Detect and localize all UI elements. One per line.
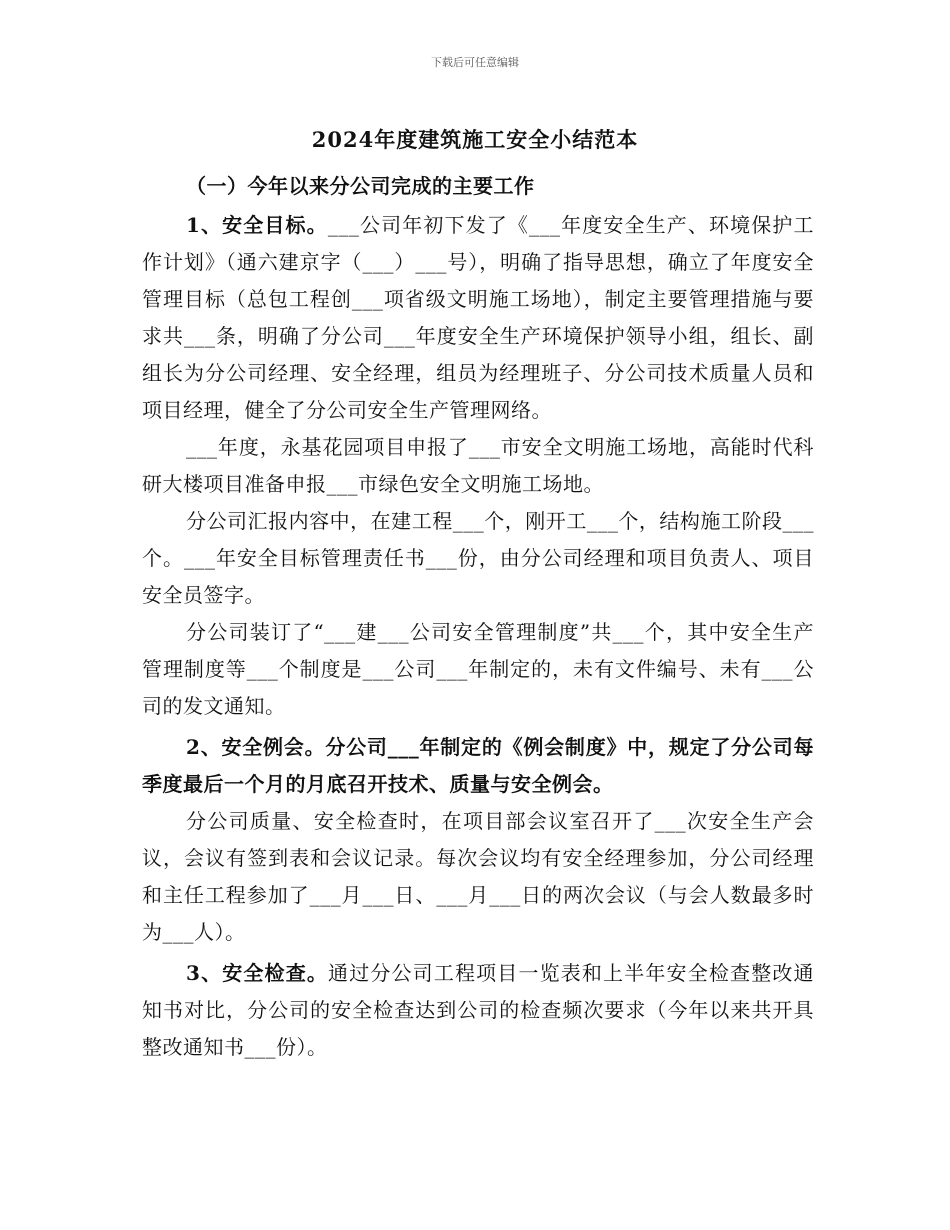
document-body [142,168,814,1066]
item3-text: 通过分公司工程项目一览表和上半年安全检查整改通知书对比，分公司的安全检查达到公司的检查频次要求（今年以来共开具整改通知书___份）。 [142,961,815,1059]
item3-lead: 3、安全检查。 [186,961,329,985]
item1-paragraph-2: ___年度，永基花园项目申报了___市安全文明施工场地，高能时代科研大楼项目准备申报___市绿色安全文明施工场地。 [142,435,814,496]
item1-paragraph [142,207,814,429]
document-title: 2024年度建筑施工安全小结范本 [311,127,639,152]
item2-paragraph: 2、安全例会。分公司___年制定的《例会制度》中，规定了分公司每季度最后一个月的月底召开技术、质量与安全例会。 [142,735,814,796]
item1-paragraph-4: 分公司装订了“___建___公司安全管理制度”共___个，其中安全生产管理制度等___个制度是___公司___年制定的，未有文件编号、未有___公司的发文通知。 [142,620,814,718]
header-note: 下载后可任意编辑 [431,56,519,69]
item2-paragraph-2: 分公司质量、安全检查时，在项目部会议室召开了___次安全生产会议，会议有签到表和会议记录。每次会议均有安全经理参加，分公司经理和主任工程参加了___月___日、___月___日的两次会议（与会人数最多时为___人）。 [142,809,814,944]
item3-paragraph [142,955,814,1066]
item1-lead: 1、安全目标。 [186,213,328,237]
item1-text: ___公司年初下发了《___年度安全生产、环境保护工作计划》（通六建京字（___）___号），明确了指导思想，确立了年度安全管理目标（总包工程创___项省级文明施工场地），制定主要管理措施与要求共___条，明确了分公司___年度安全生产环境保护领导小组，组长、副组长为分公司经理、安全经理，组员为经理班子、分公司技术质量人员和项目经理，健全了分公司安全生产管理网络。 [142,213,814,422]
section-heading: （一）今年以来分公司完成的主要工作 [186,174,535,198]
item1-paragraph-3: 分公司汇报内容中，在建工程___个，刚开工___个，结构施工阶段___个。___年安全目标管理责任书___份，由分公司经理和项目负责人、项目安全员签字。 [142,509,814,607]
